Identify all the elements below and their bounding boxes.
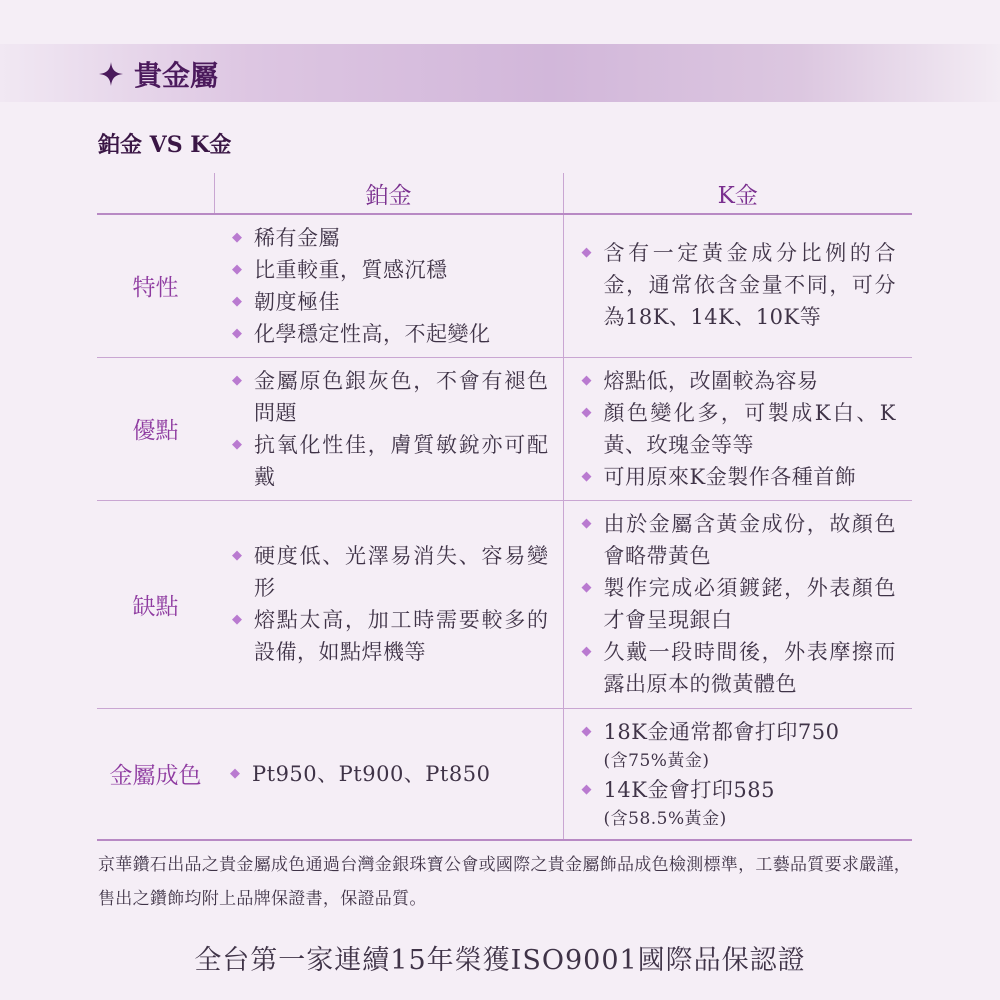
list-item: ◆ Pt950、Pt900、Pt850 xyxy=(230,758,563,790)
list-item: ◆ 可用原來K金製作各種首飾 xyxy=(582,461,897,493)
list-item: ◆ 含有一定黃金成分比例的合金，通常依含金量不同，可分為18K、14K、10K等 xyxy=(582,237,897,333)
table-row xyxy=(97,708,912,840)
list-item: ◆ 由於金屬含黃金成份，故顏色會略帶黃色 xyxy=(582,508,897,572)
platinum-cell xyxy=(214,708,563,840)
list-item: ◆ 金屬原色銀灰色，不會有褪色問題 xyxy=(232,365,549,429)
column-header-blank xyxy=(97,173,214,214)
row-label-fineness: 金屬成色 xyxy=(97,708,214,840)
platinum-cell xyxy=(214,357,563,500)
mark-note: (含75%黃金) xyxy=(603,750,710,771)
section-header xyxy=(98,52,218,96)
table-row xyxy=(97,214,912,357)
list-item xyxy=(582,774,897,832)
list-item: ◆ 製作完成必須鍍銠，外表顏色才會呈現銀白 xyxy=(582,572,897,636)
section-title: 貴金屬 xyxy=(134,59,219,92)
kgold-cell xyxy=(563,708,912,840)
quality-note: 京華鑽石出品之貴金屬成色通過台灣金銀珠寶公會或國際之貴金屬飾品成色檢測標準，工藝品質要求嚴謹，售出之鑽飾均附上品牌保證書，保證品質。 xyxy=(98,855,912,909)
platinum-cell xyxy=(214,214,563,357)
list-item: ◆ 熔點低，改圍較為容易 xyxy=(582,365,897,397)
list-item: ◆ 比重較重，質感沉穩 xyxy=(232,254,533,286)
list-item: ◆ 化學穩定性高，不起變化 xyxy=(232,318,533,350)
row-label-properties: 特性 xyxy=(97,214,214,357)
kgold-cell xyxy=(563,214,912,357)
kgold-cell xyxy=(563,500,912,708)
list-item: ◆ 熔點太高，加工時需要較多的設備，如點焊機等 xyxy=(232,604,549,668)
list-item: ◆ 硬度低、光澤易消失、容易變形 xyxy=(232,540,549,604)
mark-note: (含58.5%黃金) xyxy=(603,808,727,829)
comparison-table xyxy=(97,173,912,841)
table-header-row xyxy=(97,173,912,214)
platinum-cell xyxy=(214,500,563,708)
list-item xyxy=(582,716,897,774)
kgold-cell xyxy=(563,357,912,500)
table-row xyxy=(97,500,912,708)
row-label-advantages: 優點 xyxy=(97,357,214,500)
column-header-platinum: 鉑金 xyxy=(214,173,563,214)
mark-text: 18K金通常都會打印750 xyxy=(603,719,840,744)
comparison-subtitle: 鉑金 VS K金 xyxy=(98,132,232,158)
list-item: ◆ 稀有金屬 xyxy=(232,222,533,254)
mark-text: 14K金會打印585 xyxy=(603,777,775,802)
list-item: ◆ 韌度極佳 xyxy=(232,286,533,318)
list-item: ◆ 抗氧化性佳，膚質敏銳亦可配戴 xyxy=(232,429,549,493)
column-header-kgold: K金 xyxy=(563,173,912,214)
list-item: ◆ 久戴一段時間後，外表摩擦而露出原本的微黃體色 xyxy=(582,636,897,700)
table-row xyxy=(97,357,912,500)
sparkle-icon xyxy=(98,61,124,87)
certification-line: 全台第一家連續15年榮獲ISO9001國際品保認證 xyxy=(194,945,806,976)
row-label-disadvantages: 缺點 xyxy=(97,500,214,708)
list-item: ◆ 顏色變化多，可製成K白、K黃、玫瑰金等等 xyxy=(582,397,897,461)
